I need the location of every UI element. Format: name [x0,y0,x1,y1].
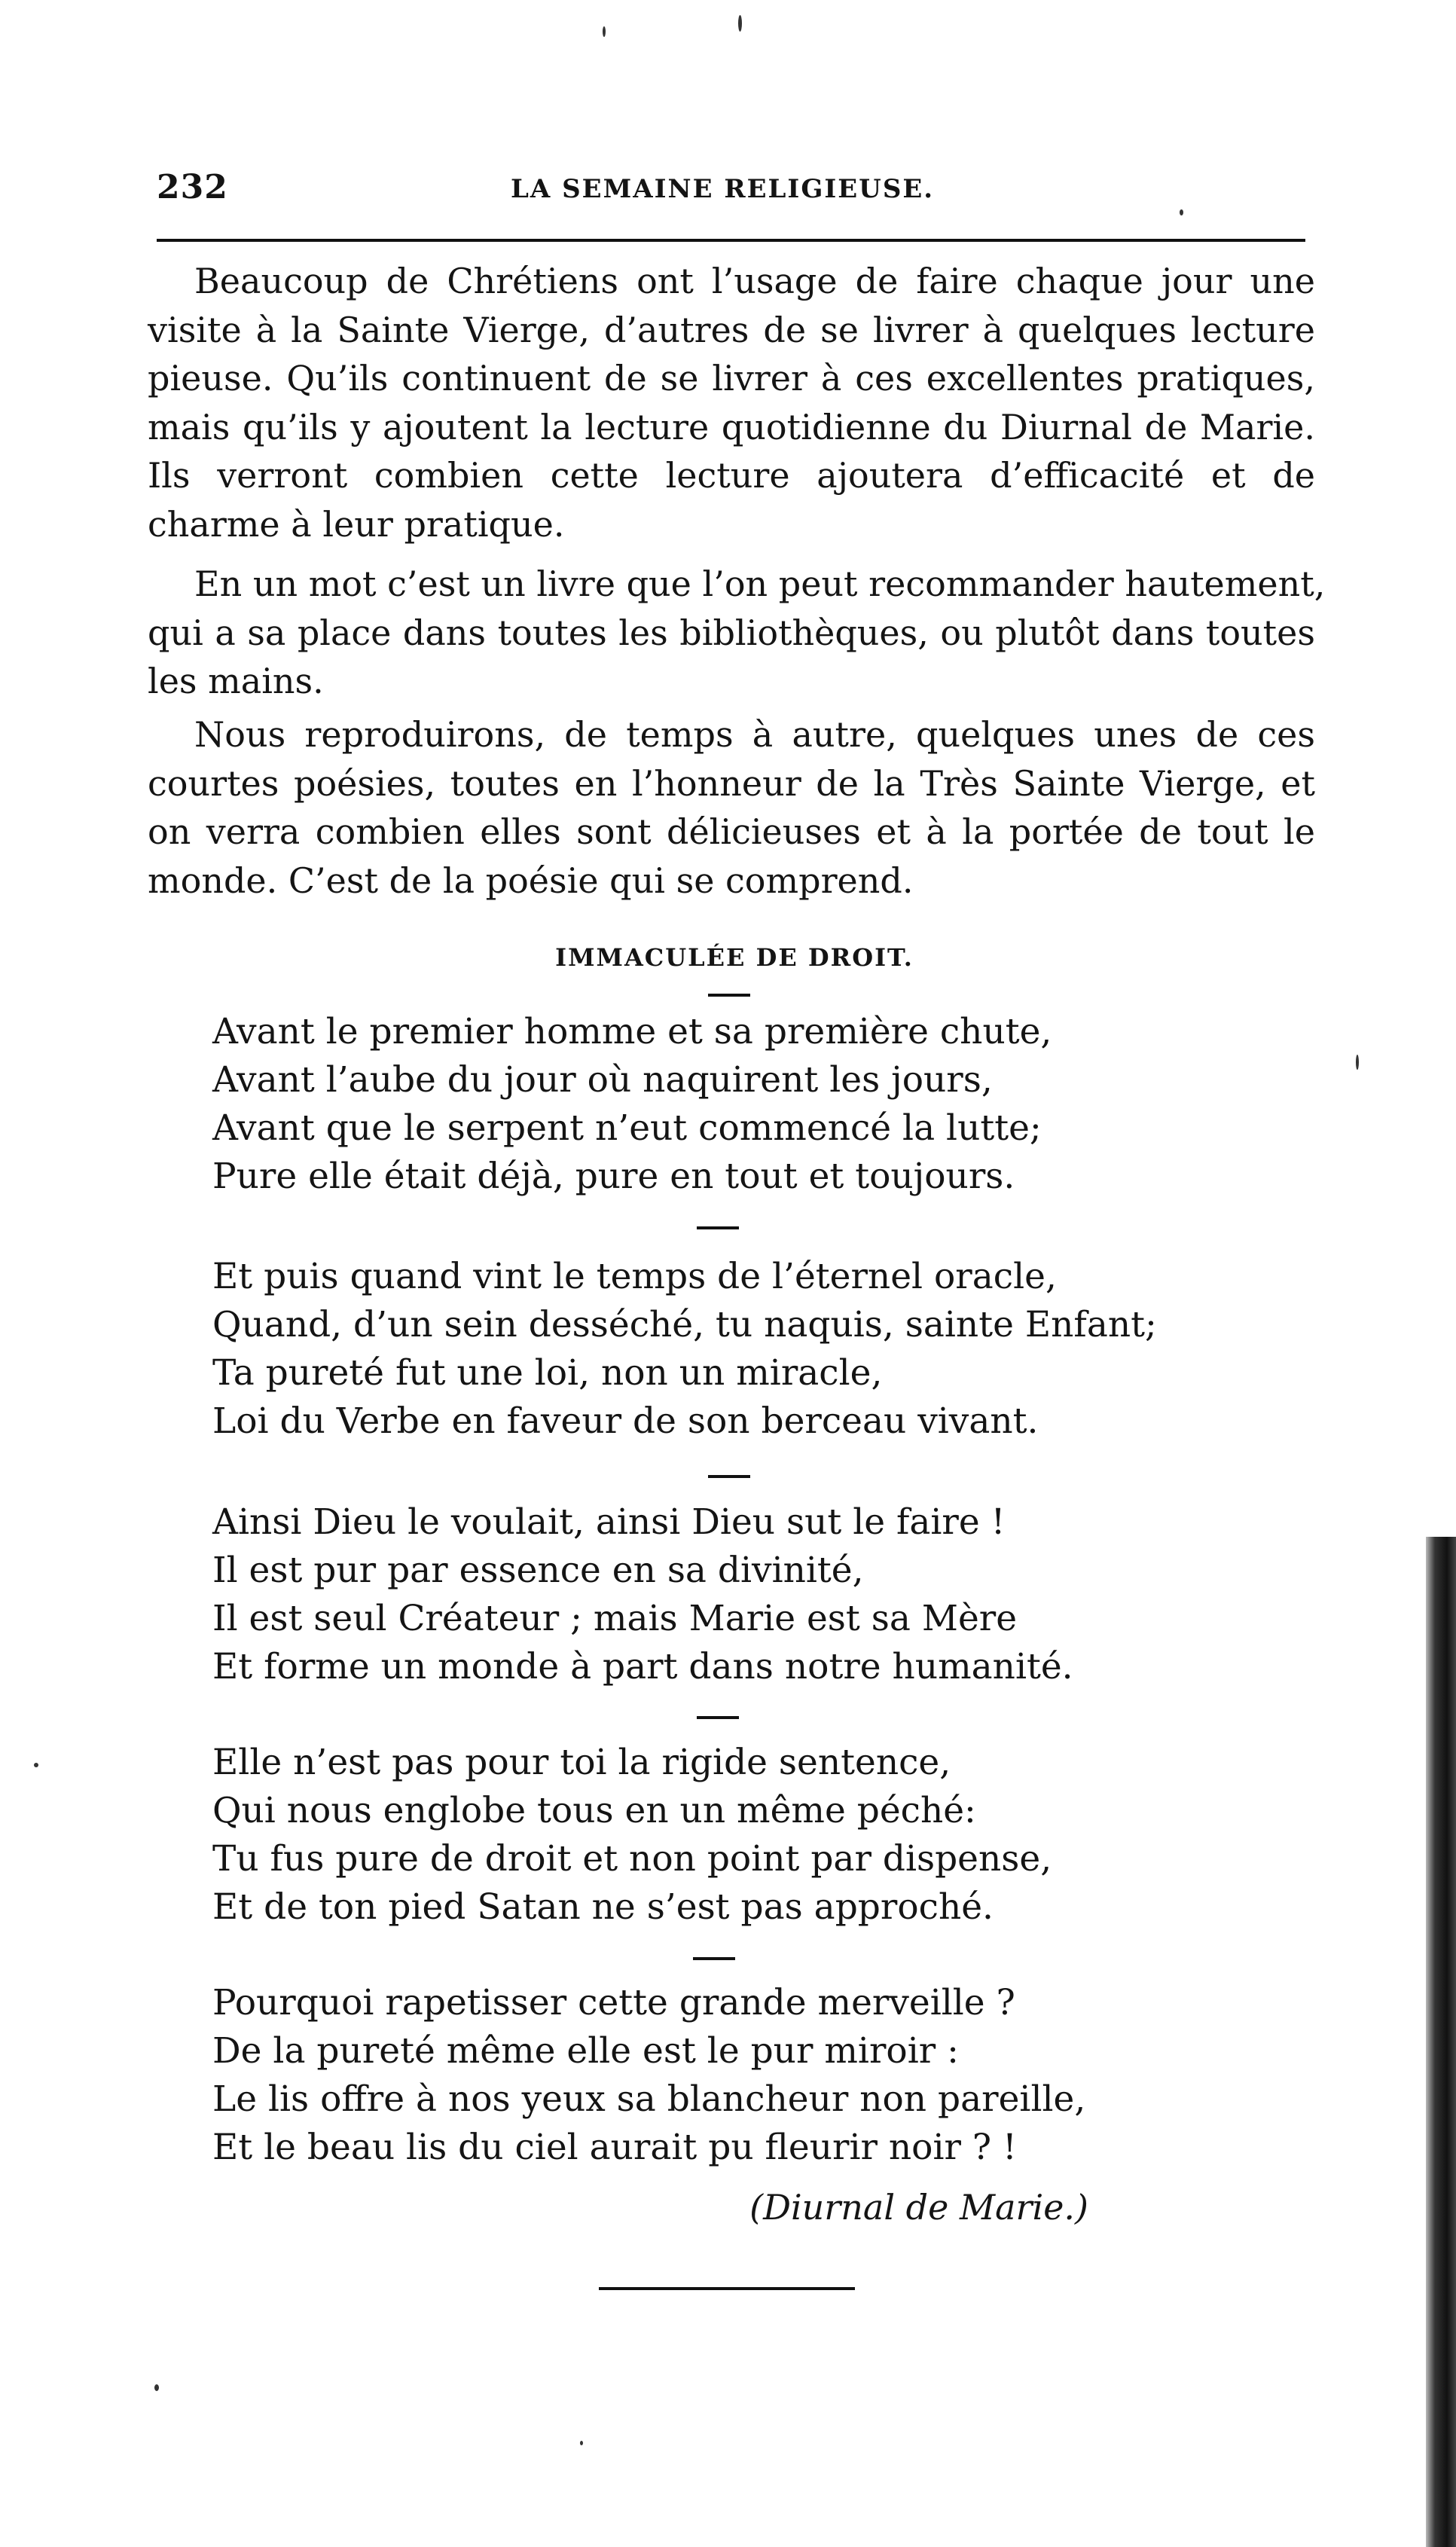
verse-line: Tu fus pure de droit et non point par dispense, [212,1838,1052,1880]
verse-line: Elle n’est pas pour toi la rigide sentence, [212,1742,951,1783]
page-header [157,168,1305,213]
print-speck [154,2384,159,2391]
verse-line: Le lis offre à nos yeux sa blancheur non pareille, [212,2078,1086,2120]
verse-line: Avant l’aube du jour où naquirent les jours, [212,1059,993,1101]
verse-line: Loi du Verbe en faveur de son berceau vivant. [212,1400,1039,1442]
text-line: Beaucoup de Chrétiens ont l’usage de faire chaque jour une [194,261,1315,301]
poem-stanza-5 [212,1979,1192,2172]
page-edge-shadow [1426,1537,1456,2547]
verse-line: Il est seul Créateur ; mais Marie est sa Mère [212,1598,1018,1639]
text-line: Nous reproduirons, de temps à autre, quelques unes de ces [194,714,1315,755]
text-line: courtes poésies, toutes en l’honneur de la Très Sainte Vierge, et [148,762,1315,804]
print-speck [34,1763,38,1767]
verse-line: Pourquoi rapetisser cette grande merveille ? [212,1982,1015,2023]
stanza-divider [693,1957,735,1960]
text-line: on verra combien elles sont délicieuses et à la portée de tout le [148,811,1315,852]
verse-line: Ta pureté fut une loi, non un miracle, [212,1352,883,1394]
verse-line: De la pureté même elle est le pur miroir : [212,2030,959,2072]
intro-paragraph-1 [148,257,1315,548]
page-number: 232 [157,168,228,206]
stanza-divider [697,1716,739,1719]
text-line: pieuse. Qu’ils continuent de se livrer à ces excellentes pratiques, [148,358,1315,399]
text-line: Ils verront combien cette lecture ajoutera d’efficacité et de [148,455,1315,496]
stanza-divider [697,1226,739,1229]
verse-line: Quand, d’un sein desséché, tu naquis, sainte Enfant; [212,1304,1157,1345]
text-line: qui a sa place dans toutes les bibliothèques, ou plutôt dans toutes [148,612,1315,653]
verse-line: Pure elle était déjà, pure en tout et toujours. [212,1156,1015,1197]
verse-line: Qui nous englobe tous en un même péché: [212,1790,976,1831]
text-line: En un mot c’est un livre que l’on peut recommander hautement, [194,563,1326,604]
text-line: monde. C’est de la poésie qui se comprend. [148,860,914,901]
poem-stanza-3 [212,1498,1192,1691]
poem-stanza-2 [212,1253,1192,1446]
running-head: LA SEMAINE RELIGIEUSE. [511,174,935,204]
header-rule [157,239,1305,242]
print-speck [738,15,742,32]
print-speck [1356,1055,1359,1070]
print-speck [580,2441,583,2445]
verse-line: Avant que le serpent n’eut commencé la lutte; [212,1107,1042,1149]
poem-attribution: (Diurnal de Marie.) [749,2187,1088,2228]
verse-line: Et forme un monde à part dans notre humanité. [212,1646,1073,1687]
text-line: mais qu’ils y ajoutent la lecture quotidienne du Diurnal de Marie. [148,406,1315,447]
verse-line: Il est pur par essence en sa divinité, [212,1550,864,1591]
stanza-divider [708,994,750,997]
verse-line: Et de ton pied Satan ne s’est pas approché. [212,1886,994,1928]
intro-paragraph-3 [148,710,1315,905]
print-speck [603,26,606,37]
verse-line: Et le beau lis du ciel aurait pu fleurir noir ? ! [212,2127,1017,2168]
intro-paragraph-2 [148,560,1326,706]
verse-line: Ainsi Dieu le voulait, ainsi Dieu sut le faire ! [212,1501,1006,1543]
print-speck [1180,209,1183,215]
end-rule [599,2287,855,2290]
poem-stanza-1 [212,1008,1192,1201]
poem-stanza-4 [212,1739,1192,1932]
text-line: charme à leur pratique. [148,503,565,545]
text-line: les mains. [148,661,324,701]
poem-title: IMMACULÉE DE DROIT. [555,943,914,972]
verse-line: Et puis quand vint le temps de l’éternel oracle, [212,1256,1057,1297]
text-line: visite à la Sainte Vierge, d’autres de se livrer à quelques lecture [148,309,1315,350]
stanza-divider [708,1475,750,1478]
verse-line: Avant le premier homme et sa première chute, [212,1011,1052,1052]
